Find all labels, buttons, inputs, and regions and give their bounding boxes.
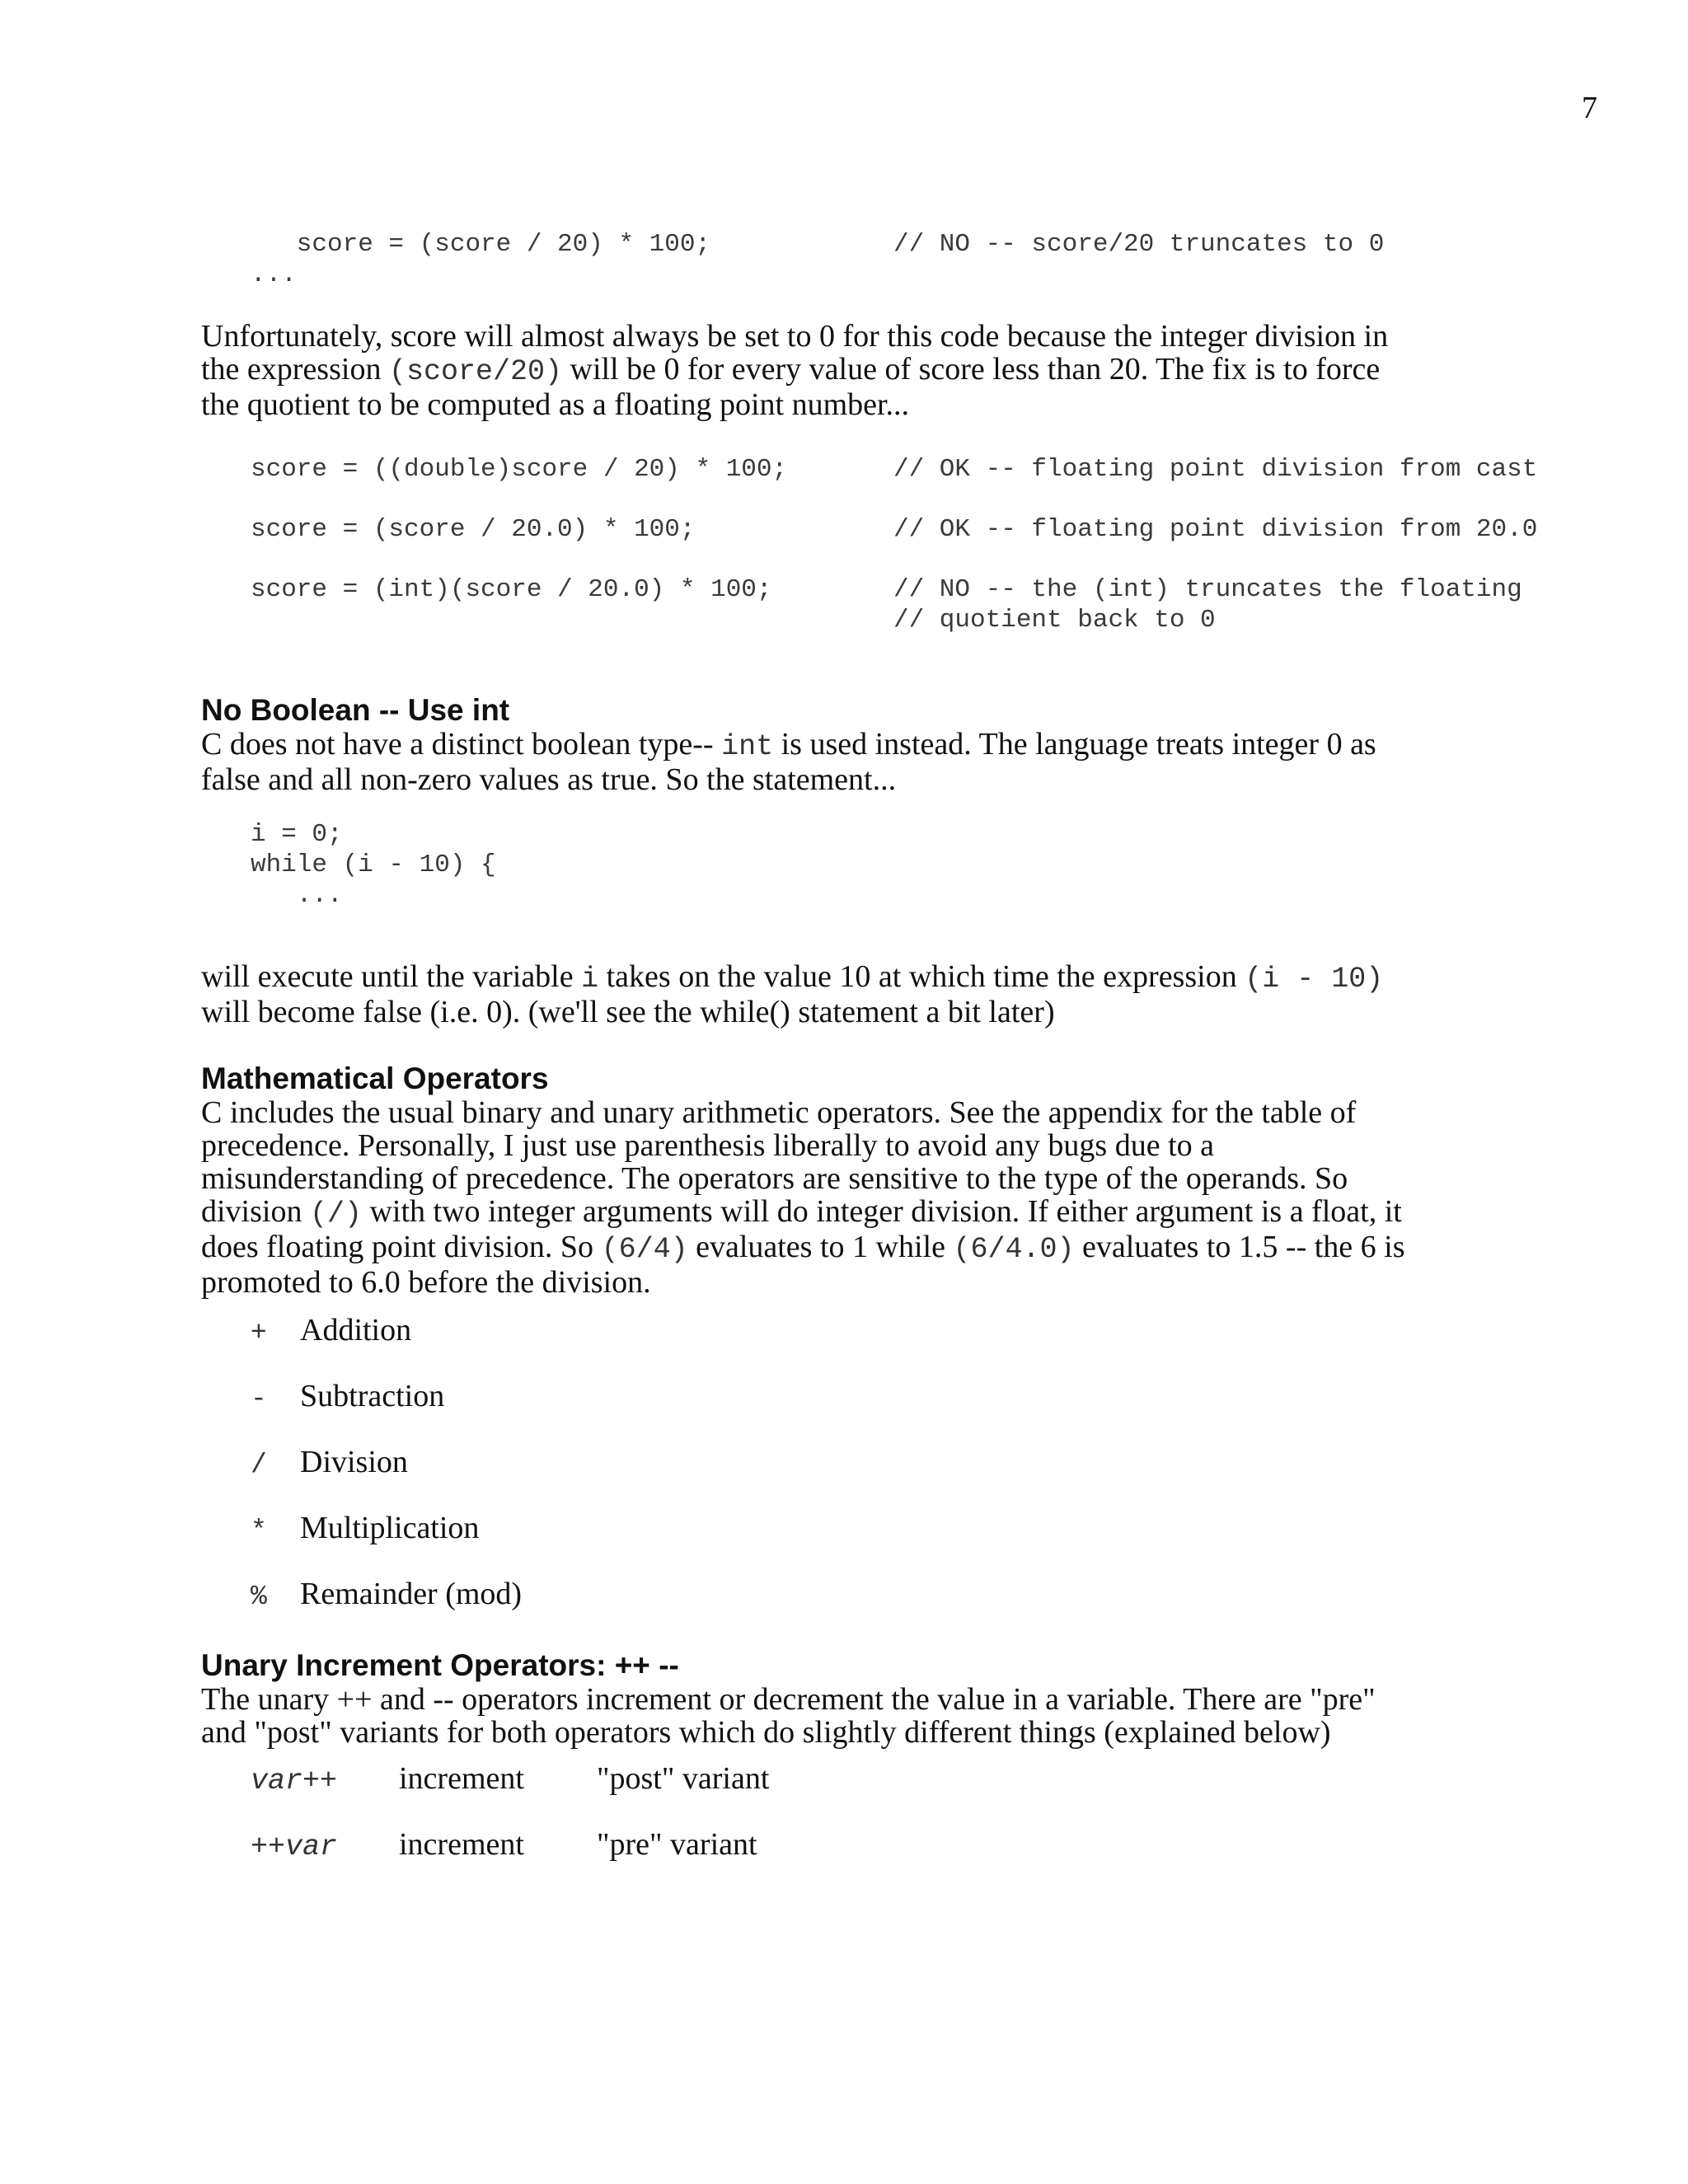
code-comment: // quotient back to 0 — [893, 606, 1216, 635]
text-run: will be 0 for every value of score less than 20. The fix is to force the quotient to be computed as a floating point number... — [201, 352, 1381, 422]
code-comment: // OK -- floating point division from 20.0 — [893, 515, 1538, 544]
code-block-fixes — [251, 454, 1602, 635]
paragraph-integer-division — [201, 320, 1413, 421]
operator-prefix: ++ — [251, 1830, 286, 1863]
text-run: is used instead. The language treats integer 0 as false and all non-zero values as true. So the statement... — [201, 727, 1376, 797]
operator-row-division — [251, 1444, 1602, 1510]
text-run: Unfortunately, score will almost always be set to 0 for this code because the integer division in the expression — [201, 319, 1389, 387]
increment-desc: increment — [399, 1827, 524, 1862]
code-line: ... — [251, 881, 343, 910]
increment-variant: "post" variant — [597, 1761, 770, 1796]
paragraph-while-explanation — [201, 960, 1413, 1029]
operator-row-remainder — [251, 1576, 1602, 1642]
operator-row-multiplication — [251, 1510, 1602, 1576]
text-run: with two integer arguments will do integer division. If either argument is a float, it does floating point division. So — [201, 1194, 1402, 1264]
operator-name: Multiplication — [300, 1511, 480, 1545]
text-run: C includes the usual binary and unary arithmetic operators. See the appendix for the table of precedence. Personally, I just use parenthesis liberally to avoid any bugs due to a misunderstanding of precedence. The operators are sensitive to the type of the operands. So division — [201, 1095, 1357, 1229]
section-heading-unary-increment: Unary Increment Operators: ++ -- — [201, 1648, 679, 1682]
code-comment: // NO -- the (int) truncates the floating — [893, 575, 1522, 604]
section-heading-no-boolean: No Boolean -- Use int — [201, 693, 510, 727]
inline-code: (6/4) — [601, 1233, 688, 1266]
code-line — [251, 514, 1602, 545]
operator-symbol: + — [251, 1318, 267, 1348]
operator-row-subtraction — [251, 1378, 1602, 1444]
increment-variant: "pre" variant — [597, 1827, 757, 1862]
code-line — [251, 605, 1602, 635]
code-line — [251, 574, 1602, 605]
operator-symbol: - — [251, 1384, 267, 1414]
paragraph-boolean — [201, 728, 1413, 796]
operator-name: Remainder (mod) — [300, 1577, 523, 1611]
page-content — [201, 229, 1602, 1892]
text-run: takes on the value 10 at which time the expression — [598, 959, 1245, 994]
inline-code: (score/20) — [388, 355, 562, 388]
operator-name: Addition — [300, 1313, 412, 1347]
inline-code: (/) — [309, 1197, 362, 1230]
var-placeholder: var — [285, 1830, 338, 1863]
inline-code: int — [721, 730, 774, 763]
page-number: 7 — [1582, 91, 1597, 125]
code-statement: score = (score / 20) * 100; — [251, 230, 711, 259]
code-line — [251, 454, 1602, 485]
var-placeholder: var — [251, 1765, 303, 1797]
text-run: evaluates to 1.5 -- the 6 is promoted to 6.0 before the division. — [201, 1230, 1405, 1300]
inline-code: (i - 10) — [1245, 963, 1384, 996]
operator-list — [201, 1312, 1602, 1642]
paragraph-math-operators — [201, 1096, 1413, 1299]
text-run: will execute until the variable — [201, 959, 582, 994]
section-heading-math-operators: Mathematical Operators — [201, 1062, 549, 1095]
text-run: evaluates to 1 while — [687, 1230, 954, 1264]
paragraph-unary-increment: The unary ++ and -- operators increment or decrement the value in a variable. There are "pre" and "post" variants for both operators which do slightly different things (explained below) — [201, 1682, 1376, 1750]
operator-symbol: * — [251, 1516, 267, 1546]
operator-symbol: / — [251, 1450, 267, 1480]
code-comment: // OK -- floating point division from cast — [893, 455, 1538, 484]
operator-symbol: % — [251, 1582, 267, 1612]
increment-desc: increment — [399, 1761, 524, 1796]
code-ellipsis: ... — [251, 260, 297, 289]
increment-row-post — [251, 1760, 1602, 1826]
increment-row-pre — [251, 1826, 1602, 1892]
inline-code: (6/4.0) — [953, 1233, 1075, 1266]
text-run: C does not have a distinct boolean type-- — [201, 727, 722, 762]
operator-row-addition — [251, 1312, 1602, 1378]
increment-form — [251, 1830, 399, 1863]
increment-form — [251, 1765, 399, 1797]
code-line — [251, 229, 1602, 260]
code-block-while — [251, 819, 1602, 911]
code-block-top — [251, 229, 1602, 290]
code-statement: score = (score / 20.0) * 100; — [251, 515, 696, 544]
operator-suffix: ++ — [302, 1765, 338, 1797]
operator-name: Division — [300, 1445, 408, 1479]
code-statement: score = (int)(score / 20.0) * 100; — [251, 575, 772, 604]
operator-name: Subtraction — [300, 1379, 445, 1413]
code-line: i = 0; — [251, 820, 343, 849]
inline-code: i — [581, 963, 599, 996]
increment-table — [201, 1760, 1602, 1892]
code-spacer — [251, 605, 893, 635]
code-line: while (i - 10) { — [251, 851, 496, 879]
text-run: will become false (i.e. 0). (we'll see the while() statement a bit later) — [201, 995, 1055, 1029]
code-statement: score = ((double)score / 20) * 100; — [251, 455, 788, 484]
code-comment: // NO -- score/20 truncates to 0 — [893, 230, 1385, 259]
